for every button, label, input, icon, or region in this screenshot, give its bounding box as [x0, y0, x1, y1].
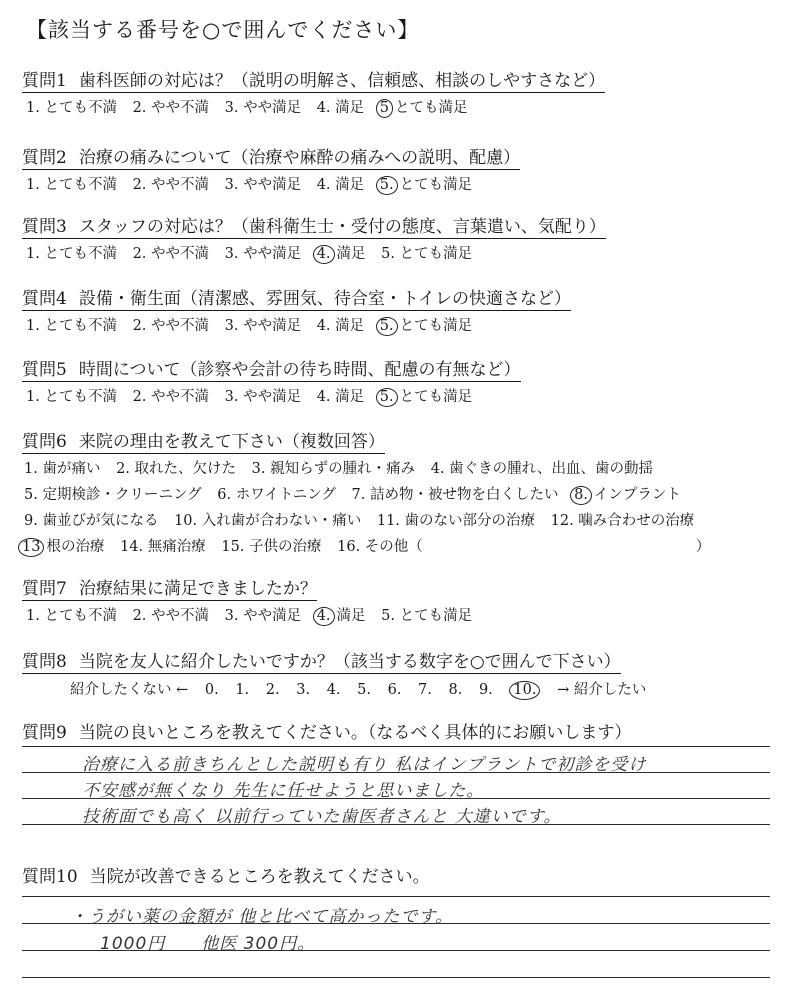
- option-5-label: とても満足: [399, 177, 473, 193]
- q9-answer-line-1: 治療に入る前きちんとした説明も有り 私はインプラントで初診を受け: [82, 755, 647, 775]
- question-7-heading: [22, 574, 317, 601]
- option-3[interactable]: 3. やや満足: [224, 318, 302, 334]
- option-3[interactable]: 3. やや満足: [224, 246, 302, 262]
- question-4: [22, 284, 782, 336]
- option-2[interactable]: 2. 取れた、欠けた: [116, 461, 237, 477]
- scale-3[interactable]: 3.: [296, 682, 311, 698]
- option-4[interactable]: 4. 満足: [316, 100, 365, 116]
- option-5-label: とても満足: [394, 100, 468, 116]
- scale-8[interactable]: 8.: [448, 682, 463, 698]
- option-1[interactable]: 1. とても不満: [26, 246, 117, 262]
- option-4-label: 満足: [336, 246, 366, 262]
- question-3-number: 質問3: [22, 217, 67, 237]
- page-title: 【該当する番号を○で囲んでください】: [26, 18, 420, 42]
- option-1[interactable]: 1. とても不満: [26, 389, 117, 405]
- option-14[interactable]: 14. 無痛治療: [120, 539, 206, 555]
- question-3-heading: [22, 212, 606, 239]
- option-13-circled[interactable]: 13: [18, 538, 44, 557]
- question-3: [22, 212, 782, 264]
- option-4-circled[interactable]: 4.: [313, 245, 335, 264]
- question-9-text: 当院の良いところを教えてください。（なるべく具体的にお願いします）: [78, 723, 632, 743]
- question-5: [22, 355, 782, 407]
- question-5-options: [22, 385, 782, 407]
- option-5-circled[interactable]: 5.: [376, 176, 398, 195]
- question-5-number: 質問5: [22, 360, 67, 380]
- question-5-heading: [22, 355, 521, 382]
- option-6[interactable]: 6. ホワイトニング: [217, 487, 336, 503]
- option-5-circled[interactable]: 5.: [376, 317, 398, 336]
- question-6-number: 質問6: [22, 432, 67, 452]
- question-3-text: スタッフの対応は？（歯科衛生士・受付の態度、言葉遣い、気配り）: [78, 217, 606, 237]
- options-row-2: [24, 482, 782, 508]
- option-3[interactable]: 3. やや満足: [224, 389, 302, 405]
- scale-4[interactable]: 4.: [326, 682, 341, 698]
- option-5[interactable]: 5. とても満足: [381, 608, 473, 624]
- question-9: [22, 718, 782, 743]
- question-10-heading: [22, 862, 782, 887]
- option-1[interactable]: 1. 歯が痛い: [24, 461, 101, 477]
- options-row-4: [24, 534, 782, 560]
- answer-line: [22, 896, 770, 897]
- option-2[interactable]: 2. やや不満: [132, 389, 210, 405]
- option-2[interactable]: 2. やや不満: [132, 246, 210, 262]
- option-16[interactable]: 16. その他（: [337, 539, 423, 555]
- answer-line: [22, 746, 770, 747]
- question-6-text: 来院の理由を教えて下さい（複数回答）: [78, 432, 385, 452]
- question-8-number: 質問8: [22, 652, 67, 672]
- option-8-label: インプラント: [593, 487, 681, 503]
- option-5-circled[interactable]: 5.: [376, 388, 398, 407]
- option-8-circled[interactable]: 8.: [570, 486, 592, 505]
- question-10-text: 当院が改善できるところを教えてください。: [89, 867, 430, 887]
- q10-answer-line-1: ・うがい薬の金額が 他と比べて高かったです。: [70, 907, 454, 927]
- options-row-3: [24, 508, 782, 534]
- question-8-scale: [22, 678, 782, 700]
- option-4[interactable]: 4. 満足: [316, 389, 365, 405]
- question-7-number: 質問7: [22, 579, 67, 599]
- option-1[interactable]: 1. とても不満: [26, 318, 117, 334]
- question-10: [22, 862, 782, 887]
- question-1-text: 歯科医師の対応は？（説明の明解さ、信頼感、相談のしやすさなど）: [78, 71, 606, 91]
- question-1-options: [22, 96, 782, 118]
- question-10-number: 質問10: [22, 867, 78, 887]
- question-9-number: 質問9: [22, 723, 67, 743]
- option-11[interactable]: 11. 歯のない部分の治療: [376, 513, 536, 529]
- option-10[interactable]: 10. 入れ歯が合わない・痛い: [174, 513, 362, 529]
- question-6-heading: [22, 427, 385, 454]
- question-3-options: [22, 242, 782, 264]
- option-9[interactable]: 9. 歯並びが気になる: [24, 513, 159, 529]
- question-8-text: 当院を友人に紹介したいですか？（該当する数字を○で囲んで下さい）: [78, 652, 621, 672]
- scale-2[interactable]: 2.: [265, 682, 280, 698]
- option-2[interactable]: 2. やや不満: [132, 318, 210, 334]
- option-12[interactable]: 12. 噛み合わせの治療: [550, 513, 695, 529]
- question-1-number: 質問1: [22, 71, 67, 91]
- question-2: [22, 143, 782, 195]
- scale-1[interactable]: 1.: [235, 682, 250, 698]
- question-6-options: [22, 456, 782, 560]
- option-2[interactable]: 2. やや不満: [132, 177, 210, 193]
- scale-5[interactable]: 5.: [357, 682, 371, 698]
- question-8-heading: [22, 647, 621, 674]
- q10-answer-line-2: 1000円 他医 300円。: [100, 934, 316, 954]
- option-4[interactable]: 4. 歯ぐきの腫れ、出血、歯の動揺: [430, 461, 653, 477]
- q9-answer-line-2: 不安感が無くなり 先生に任せようと思いました。: [82, 781, 485, 801]
- scale-right-label: → 紹介したい: [557, 682, 647, 698]
- option-15[interactable]: 15. 子供の治療: [221, 539, 322, 555]
- answer-line: [22, 977, 770, 978]
- option-4[interactable]: 4. 満足: [316, 318, 365, 334]
- option-1[interactable]: 1. とても不満: [26, 100, 117, 116]
- question-7-options: [22, 604, 782, 626]
- other-close-paren: ）: [695, 539, 711, 555]
- question-1: [22, 66, 782, 118]
- option-5-circled[interactable]: 5: [376, 99, 393, 118]
- option-4-circled[interactable]: 4.: [313, 607, 335, 626]
- scale-10-circled[interactable]: 10.: [509, 681, 540, 700]
- option-4[interactable]: 4. 満足: [316, 177, 365, 193]
- question-7-text: 治療結果に満足できましたか？: [78, 579, 317, 599]
- option-5-label: とても満足: [399, 389, 473, 405]
- scale-9[interactable]: 9.: [478, 682, 493, 698]
- option-1[interactable]: 1. とても不満: [26, 608, 117, 624]
- question-4-text: 設備・衛生面（清潔感、雰囲気、待合室・トイレの快適さなど）: [78, 289, 571, 309]
- q9-answer-line-3: 技術面でも高く 以前行っていた歯医者さんと 大違いです。: [82, 807, 562, 827]
- question-4-number: 質問4: [22, 289, 67, 309]
- scale-6[interactable]: 6.: [387, 682, 402, 698]
- option-3[interactable]: 3. 親知らずの腫れ・痛み: [251, 461, 416, 477]
- question-2-number: 質問2: [22, 148, 67, 168]
- option-13-label: 根の治療: [46, 539, 105, 555]
- question-2-heading: [22, 143, 520, 170]
- option-3[interactable]: 3. やや満足: [224, 177, 302, 193]
- option-2[interactable]: 2. やや不満: [132, 608, 210, 624]
- scale-7[interactable]: 7.: [418, 682, 432, 698]
- option-4-label: 満足: [336, 608, 366, 624]
- option-2[interactable]: 2. やや不満: [132, 100, 210, 116]
- option-5-label: とても満足: [399, 318, 473, 334]
- question-2-text: 治療の痛みについて（治療や麻酔の痛みへの説明、配慮）: [78, 148, 521, 168]
- scale-left-label: 紹介したくない ←: [70, 682, 189, 698]
- option-3[interactable]: 3. やや満足: [224, 608, 302, 624]
- option-1[interactable]: 1. とても不満: [26, 177, 117, 193]
- question-4-options: [22, 314, 782, 336]
- question-7: [22, 574, 782, 626]
- scale-0[interactable]: 0.: [204, 682, 219, 698]
- question-8: [22, 647, 782, 700]
- option-5[interactable]: 5. 定期検診・クリーニング: [24, 487, 202, 503]
- question-1-heading: [22, 66, 605, 93]
- question-2-options: [22, 173, 782, 195]
- question-6: [22, 427, 782, 560]
- question-9-heading: [22, 718, 782, 743]
- option-7[interactable]: 7. 詰め物・被せ物を白くしたい: [351, 487, 559, 503]
- question-4-heading: [22, 284, 571, 311]
- options-row-1: [24, 456, 782, 482]
- question-5-text: 時間について（診察や会計の待ち時間、配慮の有無など）: [78, 360, 521, 380]
- option-5[interactable]: 5. とても満足: [381, 246, 473, 262]
- option-3[interactable]: 3. やや満足: [224, 100, 302, 116]
